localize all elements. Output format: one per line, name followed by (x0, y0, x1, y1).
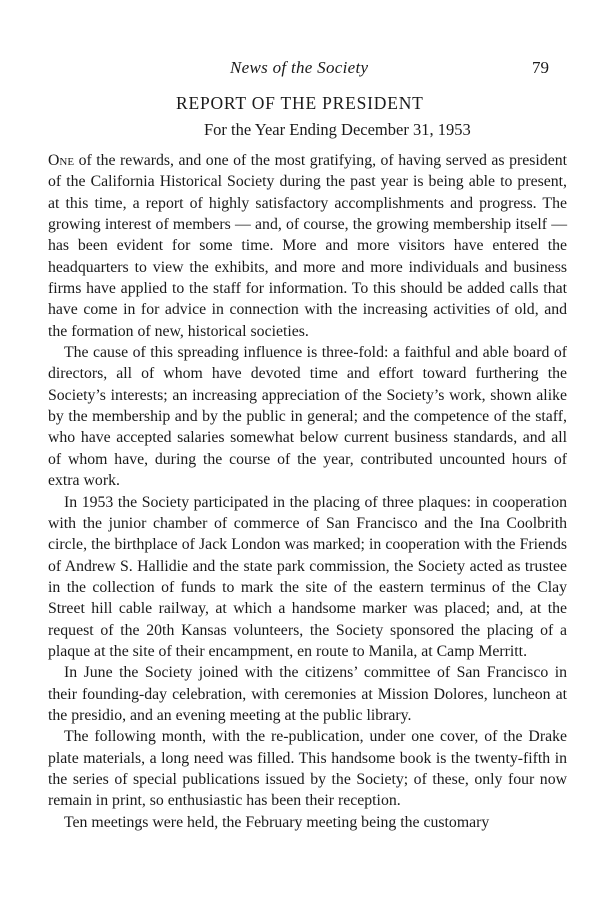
paragraph-6: Ten meetings were held, the February meeting being the customary (64, 813, 490, 831)
report-subtitle: For the Year Ending December 31, 1953 (204, 120, 471, 139)
running-head (0, 58, 612, 82)
drop-lead-word: One (48, 152, 75, 169)
paragraph-1 (48, 150, 567, 342)
report-body (48, 150, 567, 833)
page-number: 79 (532, 58, 549, 77)
running-title: News of the Society (230, 58, 369, 77)
report-title: REPORT OF THE PRESIDENT (176, 93, 424, 113)
paragraph-5: The following month, with the re-publication, under one cover, of the Drake plate materials, a long need was filled. This handsome book is the twenty-fifth in the series of special publications issued by the Society; of these, only four now remain in print, so enthusiastic has been their reception. (48, 728, 567, 810)
paragraph-2: The cause of this spreading influence is three-fold: a faithful and able board of directors, all of whom have devoted time and effort toward furthering the Society’s interests; an increasing appreciation of the Society’s work, shown alike by the membership and by the public in general; and the competence of the staff, who have accepted salaries somewhat below current business standards, and all of whom have, during the course of the year, contributed uncounted hours of extra work. (48, 344, 567, 490)
paragraph-3: In 1953 the Society participated in the placing of three plaques: in cooperation with the junior chamber of commerce of San Francisco and the Ina Coolbrith circle, the birthplace of Jack London was marked; in cooperation with the Friends of Andrew S. Hallidie and the state park commission, the Society acted as trustee in the collection of funds to mark the site of the eastern terminus of the Clay Street hill cable railway, at which a handsome marker was placed; and, at the request of the 20th Kansas volunteers, the Society sponsored the placing of a plaque at the site of their encampment, en route to Manila, at Camp Merritt. (48, 493, 567, 660)
paragraph-text: of the rewards, and one of the most gratifying, of having served as president of the California Historical Society during the past year is being able to present, at this time, a report of highly satisfactory accomplishments and progress. The growing interest of members — and, of course, the growing membership itself — has been evident for some time. More and more visitors have entered the headquarters to view the exhibits, and more and more individuals and business firms have applied to the staff for information. To this should be added calls that have come in for advice in connection with the increasing activities of old, and the formation of new, historical societies. (48, 152, 567, 340)
paragraph-4: In June the Society joined with the citizens’ committee of San Francisco in their founding-day celebration, with ceremonies at Mission Dolores, luncheon at the presidio, and an evening meeting at the public library. (48, 664, 567, 724)
